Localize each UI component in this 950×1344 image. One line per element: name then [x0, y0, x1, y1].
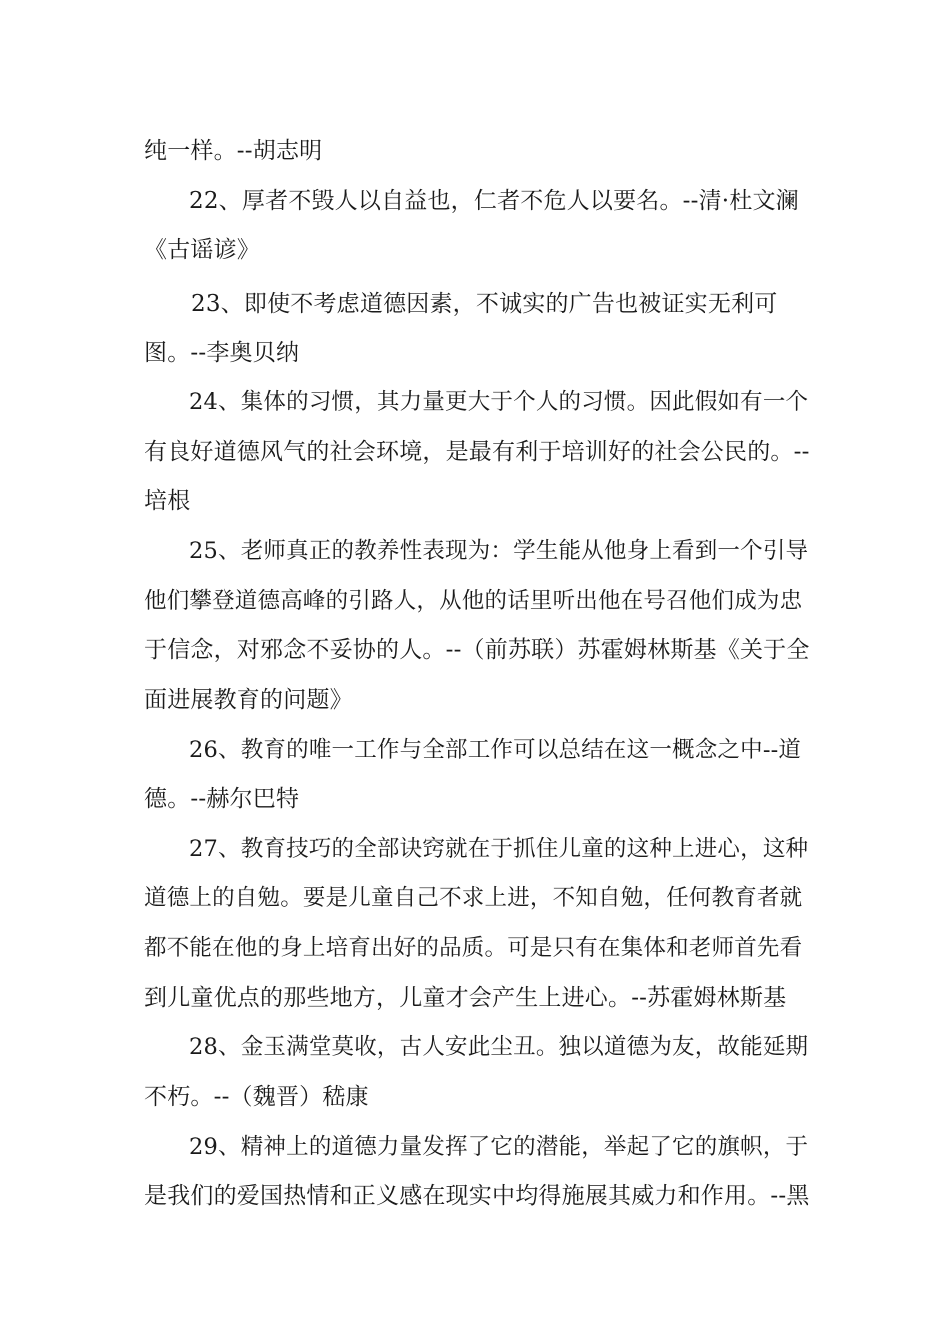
- text-line: 都不能在他的身上培育出好的品质。可是只有在集体和老师首先看: [144, 935, 803, 961]
- text-line: 有良好道德风气的社会环境，是最有利于培训好的社会公民的。--: [144, 439, 810, 465]
- text-line: 他们攀登道德高峰的引路人，从他的话里听出他在号召他们成为忠: [144, 588, 803, 614]
- text-line: 24、集体的习惯，其力量更大于个人的习惯。因此假如有一个: [189, 389, 809, 415]
- text-line: 德。--赫尔巴特: [144, 786, 300, 812]
- text-line: 23、即使不考虑道德因素，不诚实的广告也被证实无利可: [191, 291, 778, 317]
- text-line: 28、金玉满堂莫收，古人安此尘丑。独以道德为友，故能延期: [189, 1034, 809, 1060]
- text-line: 22、厚者不毁人以自益也，仁者不危人以要名。--清·杜文澜: [189, 188, 799, 214]
- text-line: 到儿童优点的那些地方，儿童才会产生上进心。--苏霍姆林斯基: [144, 985, 787, 1011]
- text-line: 26、教育的唯一工作与全部工作可以总结在这一概念之中--道: [189, 737, 802, 763]
- text-line: 《古谣谚》: [144, 237, 260, 263]
- text-line: 25、老师真正的教养性表现为：学生能从他身上看到一个引导: [189, 538, 809, 564]
- text-line: 图。--李奥贝纳: [144, 340, 300, 366]
- text-line: 面进展教育的问题》: [144, 687, 353, 713]
- text-line: 培根: [144, 488, 191, 514]
- text-line: 于信念，对邪念不妥协的人。--（前苏联）苏霍姆林斯基《关于全: [144, 637, 810, 663]
- text-line: 道德上的自勉。要是儿童自己不求上进，不知自勉，任何教育者就: [144, 885, 803, 911]
- text-line: 不朽。--（魏晋）嵇康: [144, 1084, 369, 1110]
- text-line: 29、精神上的道德力量发挥了它的潜能，举起了它的旗帜，于: [189, 1134, 809, 1160]
- text-line: 纯一样。--胡志明: [144, 138, 323, 164]
- text-line: 是我们的爱国热情和正义感在现实中均得施展其威力和作用。--黑: [144, 1183, 810, 1209]
- text-line: 27、教育技巧的全部诀窍就在于抓住儿童的这种上进心，这种: [189, 836, 809, 862]
